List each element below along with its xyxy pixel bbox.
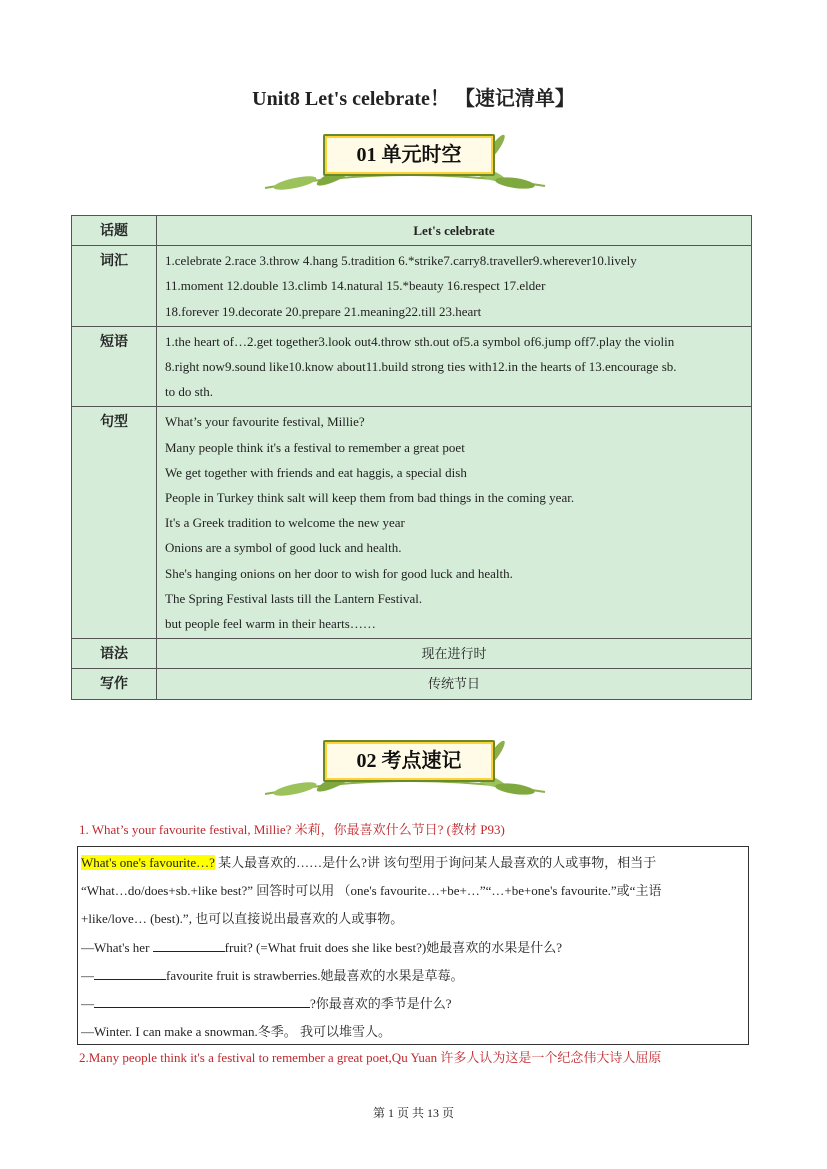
row-content — [157, 216, 752, 246]
content-line: We get together with friends and eat haggis, a special dish — [165, 464, 467, 480]
explanation-text: 某人最喜欢的……是什么?讲 该句型用于询问某人最喜欢的人或事物，相当于 — [214, 855, 657, 870]
row-label: 句型 — [72, 407, 157, 639]
explanation-line: “What…do/does+sb.+like best?” 回答时可以用 （one's favourite…+be+…”“…+be+one's favourite.”或“主语 — [81, 883, 662, 899]
exercise-text: — — [81, 996, 94, 1012]
content-line: The Spring Festival lasts till the Lantern Festival. — [165, 590, 423, 606]
row-label: 语法 — [72, 639, 157, 669]
row-content — [157, 246, 752, 327]
exercise-text: ?你最喜欢的季节是什么? — [310, 996, 452, 1012]
content-line: What’s your favourite festival, Millie? — [165, 414, 365, 430]
row-content — [157, 326, 752, 407]
table-row — [72, 326, 752, 407]
table-row — [72, 639, 752, 669]
content-line: 11.moment 12.double 13.climb 14.natural 15.*beauty 16.respect 17.elder — [165, 278, 546, 294]
content-line: Many people think it's a festival to remember a great poet — [165, 439, 465, 455]
content-line: Onions are a symbol of good luck and health. — [165, 540, 402, 556]
table-row — [72, 407, 752, 639]
unit-summary-table — [71, 215, 752, 700]
highlighted-pattern: What's one's favourite…? — [81, 855, 215, 870]
content-line: It's a Greek tradition to welcome the new year — [165, 515, 405, 531]
row-label: 词汇 — [72, 246, 157, 327]
content-line: She's hanging onions on her door to wish for good luck and health. — [165, 565, 513, 581]
table-row — [72, 669, 752, 699]
content-line: 现在进行时 — [421, 646, 487, 662]
exercise-text: fruit? (=What fruit does she like best?)她最喜欢的水果是什么? — [224, 939, 562, 955]
content-line: 1.celebrate 2.race 3.throw 4.hang 5.tradition 6.*strike7.carry8.traveller9.wherever10.lively — [165, 253, 637, 269]
fill-in-blank[interactable] — [94, 993, 310, 1008]
page-title: Unit8 Let's celebrate！ 【速记清单】 — [252, 88, 575, 110]
explanation-line — [81, 849, 745, 877]
fill-in-blank[interactable] — [153, 937, 225, 952]
section-badge: 02 考点速记 — [323, 740, 495, 782]
section-badge: 01 单元时空 — [323, 134, 495, 176]
content-line: 18.forever 19.decorate 20.prepare 21.meaning22.till 23.heart — [165, 303, 482, 319]
section-banner-02 — [0, 734, 827, 806]
section-banner-01 — [0, 128, 827, 200]
content-line: Let's celebrate — [413, 223, 495, 238]
row-content — [157, 639, 752, 669]
exercise-line: —Winter. I can make a snowman.冬季。 我可以堆雪人。 — [81, 1024, 391, 1040]
table-row — [72, 216, 752, 246]
exercise-text: — — [81, 967, 94, 983]
fill-in-blank[interactable] — [94, 965, 166, 980]
row-label: 话题 — [72, 216, 157, 246]
content-line: 1.the heart of…2.get together3.look out4.throw sth.out of5.a symbol of6.jump off7.play the violin — [165, 333, 675, 349]
point-2-title: 2.Many people think it's a festival to remember a great poet,Qu Yuan 许多人认为这是一个纪念伟大诗人屈原 — [79, 1050, 662, 1065]
content-line: but people feel warm in their hearts…… — [165, 616, 376, 632]
row-label: 写作 — [72, 669, 157, 699]
content-line: 8.right now9.sound like10.know about11.build strong ties with12.in the hearts of 13.encourage sb. — [165, 359, 677, 375]
row-label: 短语 — [72, 326, 157, 407]
table-row — [72, 246, 752, 327]
exercise-line — [81, 990, 745, 1018]
explanation-line: +like/love… (best).”, 也可以直接说出最喜欢的人或事物。 — [81, 911, 404, 927]
exercise-line — [81, 934, 745, 962]
content-line: to do sth. — [165, 384, 214, 400]
content-line: People in Turkey think salt will keep them from bad things in the coming year. — [165, 490, 575, 506]
point-1-explanation-box — [77, 846, 749, 1045]
point-1-title: 1. What’s your favourite festival, Millie? 米莉，你最喜欢什么节日? (教材 P93) — [79, 822, 505, 837]
content-line: 传统节日 — [427, 676, 480, 692]
exercise-text: favourite fruit is strawberries.她最喜欢的水果是草莓。 — [166, 967, 464, 983]
exercise-line — [81, 962, 745, 990]
row-content — [157, 669, 752, 699]
page-footer: 第 1 页 共 13 页 — [372, 1106, 454, 1120]
row-content — [157, 407, 752, 639]
exercise-text: —What's her — [81, 939, 153, 955]
